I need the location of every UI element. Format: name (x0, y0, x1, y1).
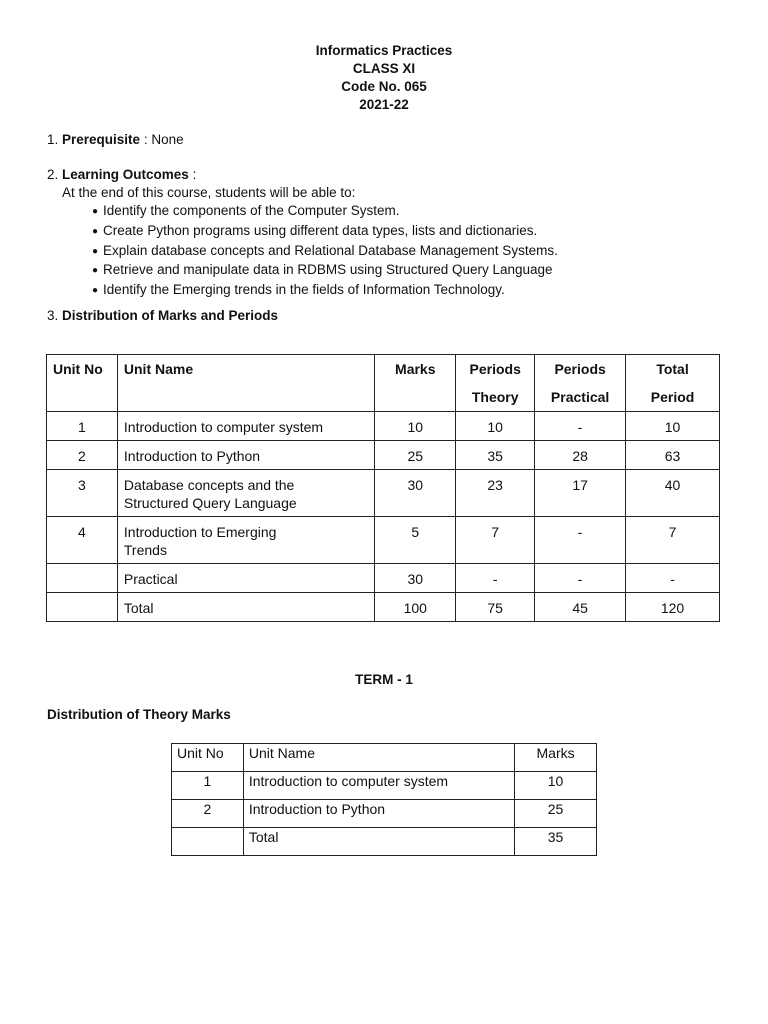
cell-unit-name: Introduction to Emerging Trends (117, 517, 374, 564)
header-marks: Marks (515, 744, 597, 772)
distribution-number: 3. (47, 308, 59, 323)
cell-practical: - (535, 564, 626, 593)
learning-outcomes-list (47, 202, 558, 301)
cell-unit-name: Introduction to computer system (243, 772, 514, 800)
term-1-title: TERM - 1 (355, 672, 413, 687)
class-title: CLASS XI (352, 61, 416, 76)
cell-unit-no: 2 (172, 800, 244, 828)
cell-theory: - (456, 564, 535, 593)
subject-title: Informatics Practices (315, 43, 453, 58)
cell-practical: 45 (535, 593, 626, 622)
cell-unit-no: 2 (47, 441, 118, 470)
cell-unit-no: 3 (47, 470, 118, 517)
cell-unit-name: Practical (117, 564, 374, 593)
table-row (47, 564, 720, 593)
learning-outcomes-colon: : (188, 167, 197, 182)
cell-total: 7 (626, 517, 720, 564)
header-marks: Marks (375, 355, 456, 412)
prerequisite-number: 1. (47, 132, 59, 147)
cell-theory: 35 (456, 441, 535, 470)
learning-outcomes-heading (47, 166, 558, 184)
header-periods-practical: Periods Practical (535, 355, 626, 412)
list-item: ● Identify the Emerging trends in the fields of Information Technology. (92, 281, 558, 301)
academic-year: 2021-22 (359, 97, 409, 112)
cell-unit-name: Introduction to Python (243, 800, 514, 828)
table-row (47, 441, 720, 470)
cell-unit-name: Total (117, 593, 374, 622)
prerequisite-label: Prerequisite (62, 132, 141, 147)
cell-marks: 10 (515, 772, 597, 800)
cell-unit-name: Introduction to Python (117, 441, 374, 470)
header-unit-name: Unit Name (243, 744, 514, 772)
header-periods-theory: Periods Theory (456, 355, 535, 412)
cell-unit-no: 1 (172, 772, 244, 800)
cell-total: 10 (626, 412, 720, 441)
cell-theory: 23 (456, 470, 535, 517)
cell-marks: 25 (515, 800, 597, 828)
header-total-period: Total Period (626, 355, 720, 412)
cell-unit-no (47, 564, 118, 593)
cell-marks: 35 (515, 828, 597, 856)
table-row (47, 470, 720, 517)
cell-marks: 10 (375, 412, 456, 441)
table-header-row (172, 744, 597, 772)
cell-unit-name: Total (243, 828, 514, 856)
table-header-row (47, 355, 720, 412)
table-row (172, 772, 597, 800)
list-item: ● Identify the components of the Computer System. (92, 202, 558, 222)
code-number: Code No. 065 (341, 79, 427, 94)
cell-total: 40 (626, 470, 720, 517)
cell-total: 63 (626, 441, 720, 470)
cell-total: 120 (626, 593, 720, 622)
table-row (172, 828, 597, 856)
list-item: ● Retrieve and manipulate data in RDBMS using Structured Query Language (92, 261, 558, 281)
cell-marks: 100 (375, 593, 456, 622)
cell-theory: 75 (456, 593, 535, 622)
cell-practical: 17 (535, 470, 626, 517)
cell-theory: 10 (456, 412, 535, 441)
table-row (47, 593, 720, 622)
distribution-label: Distribution of Marks and Periods (62, 308, 279, 323)
cell-unit-no: 4 (47, 517, 118, 564)
distribution-heading (47, 307, 278, 325)
cell-marks: 25 (375, 441, 456, 470)
document-header (0, 42, 768, 114)
list-item: ● Explain database concepts and Relational Database Management Systems. (92, 242, 558, 262)
header-unit-no: Unit No (47, 355, 118, 412)
learning-outcomes-intro: At the end of this course, students will be able to: (62, 185, 356, 200)
list-item: ● Create Python programs using different data types, lists and dictionaries. (92, 222, 558, 242)
table-row (47, 412, 720, 441)
cell-practical: - (535, 412, 626, 441)
cell-unit-no: 1 (47, 412, 118, 441)
cell-theory: 7 (456, 517, 535, 564)
cell-marks: 5 (375, 517, 456, 564)
table-row (47, 517, 720, 564)
learning-outcomes-number: 2. (47, 167, 59, 182)
marks-periods-table (46, 354, 720, 622)
header-unit-no: Unit No (172, 744, 244, 772)
cell-marks: 30 (375, 470, 456, 517)
header-unit-name: Unit Name (117, 355, 374, 412)
cell-total: - (626, 564, 720, 593)
cell-unit-no (47, 593, 118, 622)
term-1-marks-table (171, 743, 597, 856)
prerequisite-value: : None (140, 132, 184, 147)
cell-practical: 28 (535, 441, 626, 470)
cell-unit-name: Introduction to computer system (117, 412, 374, 441)
table-row (172, 800, 597, 828)
cell-practical: - (535, 517, 626, 564)
learning-outcomes-section (47, 166, 558, 301)
cell-marks: 30 (375, 564, 456, 593)
cell-unit-name: Database concepts and the Structured Query Language (117, 470, 374, 517)
cell-unit-no (172, 828, 244, 856)
learning-outcomes-label: Learning Outcomes (62, 167, 189, 182)
prerequisite-section (47, 131, 184, 149)
theory-marks-heading: Distribution of Theory Marks (47, 707, 231, 722)
